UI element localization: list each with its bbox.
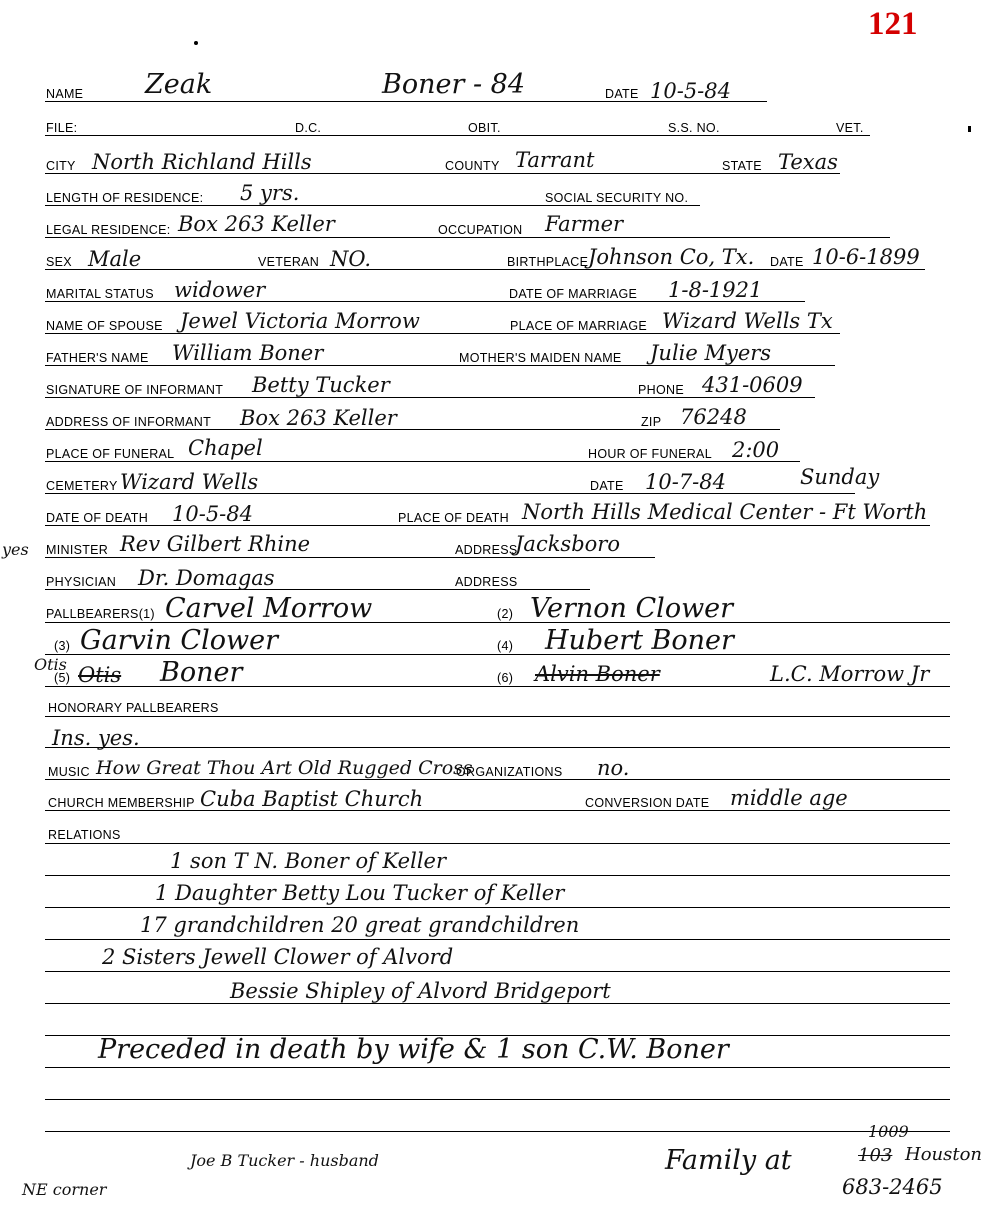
value-mother: Julie Myers	[650, 341, 772, 365]
value-pallbearer-3: Garvin Clower	[80, 625, 278, 656]
value-pallbearer-5-struck: Otis	[78, 663, 122, 687]
value-birth-date: 10-6-1899	[812, 245, 920, 269]
relation-line: 17 grandchildren 20 great grandchildren	[140, 913, 580, 937]
rule-file	[45, 135, 870, 136]
label-physician: PHYSICIAN	[46, 575, 117, 589]
rule-minister	[45, 557, 655, 558]
label-obit: OBIT.	[468, 121, 501, 135]
binder-dot-icon	[194, 41, 198, 45]
value-conversion-date: middle age	[730, 786, 848, 810]
value-cemetery: Wizard Wells	[120, 470, 259, 494]
label-vet: VET.	[836, 121, 864, 135]
label-address-informant: ADDRESS OF INFORMANT	[46, 415, 212, 429]
value-pallbearer-6-struck: Alvin Boner	[535, 662, 660, 686]
rule-legal	[45, 237, 890, 238]
label-funeral-date: DATE	[590, 479, 624, 493]
rule-physician	[45, 589, 590, 590]
label-birthplace: BIRTHPLACE	[507, 255, 589, 269]
value-place-of-marriage: Wizard Wells Tx	[662, 309, 833, 333]
value-informant-signature: Betty Tucker	[252, 373, 390, 397]
relation-line: 2 Sisters Jewell Clower of Alvord	[102, 945, 454, 969]
rule-rel-4	[45, 971, 950, 972]
rule-rel-8	[45, 1099, 950, 1100]
rule-father	[45, 365, 835, 366]
label-pallbearers-text: PALLBEARERS	[46, 607, 139, 621]
label-occupation: OCCUPATION	[438, 223, 523, 237]
value-pallbearer-6: L.C. Morrow Jr	[770, 662, 930, 686]
rule-rel-2	[45, 907, 950, 908]
value-length-residence: 5 yrs.	[240, 181, 300, 205]
label-marital-status: MARITAL STATUS	[46, 287, 154, 301]
label-date: DATE	[605, 87, 639, 101]
value-county: Tarrant	[515, 148, 595, 172]
rule-informant	[45, 397, 815, 398]
relation-line: 1 Daughter Betty Lou Tucker of Keller	[155, 881, 565, 905]
label-signature-informant: SIGNATURE OF INFORMANT	[46, 383, 224, 397]
value-veteran: NO.	[330, 247, 372, 271]
value-occupation: Farmer	[545, 212, 624, 236]
label-file: FILE:	[46, 121, 78, 135]
value-spouse: Jewel Victoria Morrow	[180, 309, 420, 333]
label-place-of-death: PLACE OF DEATH	[398, 511, 509, 525]
rule-rel-9	[45, 1131, 950, 1132]
label-social-security: SOCIAL SECURITY NO.	[545, 191, 689, 205]
rule-spouse	[45, 333, 840, 334]
value-pallbearer-1: Carvel Morrow	[165, 593, 373, 624]
label-birth-date: DATE	[770, 255, 804, 269]
value-state: Texas	[778, 150, 838, 174]
value-organizations: no.	[597, 756, 630, 780]
label-length-residence: LENGTH OF RESIDENCE:	[46, 191, 204, 205]
value-date-of-death: 10-5-84	[172, 502, 253, 526]
value-pallbearer-2: Vernon Clower	[530, 593, 734, 624]
label-pb1: (1)	[138, 607, 155, 621]
rule-honorary	[45, 716, 950, 717]
label-sex: SEX	[46, 255, 72, 269]
rule-rel-5	[45, 1003, 950, 1004]
rule-rel-1	[45, 875, 950, 876]
label-mother: MOTHER'S MAIDEN NAME	[459, 351, 622, 365]
value-last-name: Boner - 84	[382, 69, 526, 100]
rule-place-funeral	[45, 461, 800, 462]
rule-church	[45, 810, 950, 811]
label-cemetery: CEMETERY	[46, 479, 118, 493]
label-veteran: VETERAN	[258, 255, 320, 269]
page-number: 121	[868, 6, 918, 42]
label-music: MUSIC	[48, 765, 90, 779]
house-number: 1009	[868, 1122, 909, 1141]
label-honorary-pallbearers: HONORARY PALLBEARERS	[48, 701, 219, 715]
value-marital-status: widower	[174, 278, 266, 302]
family-phone: 683-2465	[842, 1175, 943, 1199]
label-pb4: (4)	[497, 639, 514, 653]
label-pallbearers	[46, 607, 155, 621]
value-birthplace: Johnson Co, Tx.	[588, 245, 755, 269]
value-minister-mark: yes	[2, 540, 29, 559]
label-place-of-funeral: PLACE OF FUNERAL	[46, 447, 175, 461]
value-address-informant: Box 263 Keller	[240, 406, 397, 430]
label-date-of-death: DATE OF DEATH	[46, 511, 149, 525]
margin-mark-icon	[968, 126, 971, 132]
label-hour-of-funeral: HOUR OF FUNERAL	[588, 447, 712, 461]
value-phone: 431-0609	[702, 373, 803, 397]
value-honorary: Ins. yes.	[52, 726, 140, 750]
label-relations: RELATIONS	[48, 828, 121, 842]
value-pallbearer-5-mark: Otis	[34, 655, 67, 674]
value-pallbearer-5: Boner	[160, 657, 243, 688]
value-sex: Male	[88, 247, 142, 271]
rule-rel-3	[45, 939, 950, 940]
label-pb3: (3)	[54, 639, 71, 653]
rule-blank-1	[45, 747, 950, 748]
label-conversion-date: CONVERSION DATE	[585, 796, 710, 810]
value-minister-address: Jacksboro	[515, 532, 620, 556]
label-legal-residence: LEGAL RESIDENCE:	[46, 223, 171, 237]
corner-note: NE corner	[22, 1180, 107, 1199]
label-minister: MINISTER	[46, 543, 109, 557]
label-spouse: NAME OF SPOUSE	[46, 319, 163, 333]
label-name: NAME	[46, 87, 84, 101]
label-physician-address: ADDRESS	[455, 575, 518, 589]
value-date-of-marriage: 1-8-1921	[668, 278, 763, 302]
label-place-of-marriage: PLACE OF MARRIAGE	[510, 319, 648, 333]
relation-line: 1 son T N. Boner of Keller	[170, 849, 447, 873]
value-place-of-funeral: Chapel	[188, 436, 263, 460]
value-church: Cuba Baptist Church	[200, 787, 424, 811]
label-church-membership: CHURCH MEMBERSHIP	[48, 796, 195, 810]
rule-rel-7	[45, 1067, 950, 1068]
value-funeral-day: Sunday	[800, 465, 880, 489]
value-date: 10-5-84	[650, 79, 731, 103]
informant-husband-note: Joe B Tucker - husband	[190, 1151, 379, 1170]
label-ssno: S.S. NO.	[668, 121, 720, 135]
value-minister: Rev Gilbert Rhine	[120, 532, 311, 556]
label-date-of-marriage: DATE OF MARRIAGE	[509, 287, 638, 301]
value-pallbearer-4: Hubert Boner	[545, 625, 734, 656]
value-legal-residence: Box 263 Keller	[178, 212, 335, 236]
rule-relations	[45, 843, 950, 844]
label-minister-address: ADDRESS	[455, 543, 518, 557]
house-number-struck: 103	[858, 1145, 893, 1166]
value-first-name: Zeak	[145, 69, 213, 100]
label-city: CITY	[46, 159, 76, 173]
label-phone: PHONE	[638, 383, 684, 397]
value-music: How Great Thou Art Old Rugged Cross	[96, 757, 473, 779]
label-organizations: ORGANIZATIONS	[456, 765, 563, 779]
family-note: Family at	[665, 1145, 792, 1176]
label-zip: ZIP	[641, 415, 662, 429]
label-dc: D.C.	[295, 121, 322, 135]
value-city: North Richland Hills	[92, 150, 312, 174]
rule-sex	[45, 269, 925, 270]
value-hour-of-funeral: 2:00	[732, 438, 780, 462]
house-street: Houston	[905, 1144, 983, 1165]
rule-address-informant	[45, 429, 780, 430]
value-place-of-death: North Hills Medical Center - Ft Worth	[522, 500, 928, 524]
label-pb2: (2)	[497, 607, 514, 621]
value-funeral-date: 10-7-84	[645, 470, 726, 494]
label-pb6: (6)	[497, 671, 514, 685]
value-zip: 76248	[680, 405, 747, 429]
relation-line: Preceded in death by wife & 1 son C.W. Boner	[98, 1034, 729, 1065]
value-father: William Boner	[172, 341, 324, 365]
relation-line: Bessie Shipley of Alvord Bridgeport	[230, 979, 611, 1003]
value-physician: Dr. Domagas	[138, 566, 275, 590]
label-state: STATE	[722, 159, 762, 173]
label-father: FATHER'S NAME	[46, 351, 149, 365]
label-county: COUNTY	[445, 159, 500, 173]
rule-length	[45, 205, 700, 206]
label-pb5: (5)	[54, 671, 71, 685]
